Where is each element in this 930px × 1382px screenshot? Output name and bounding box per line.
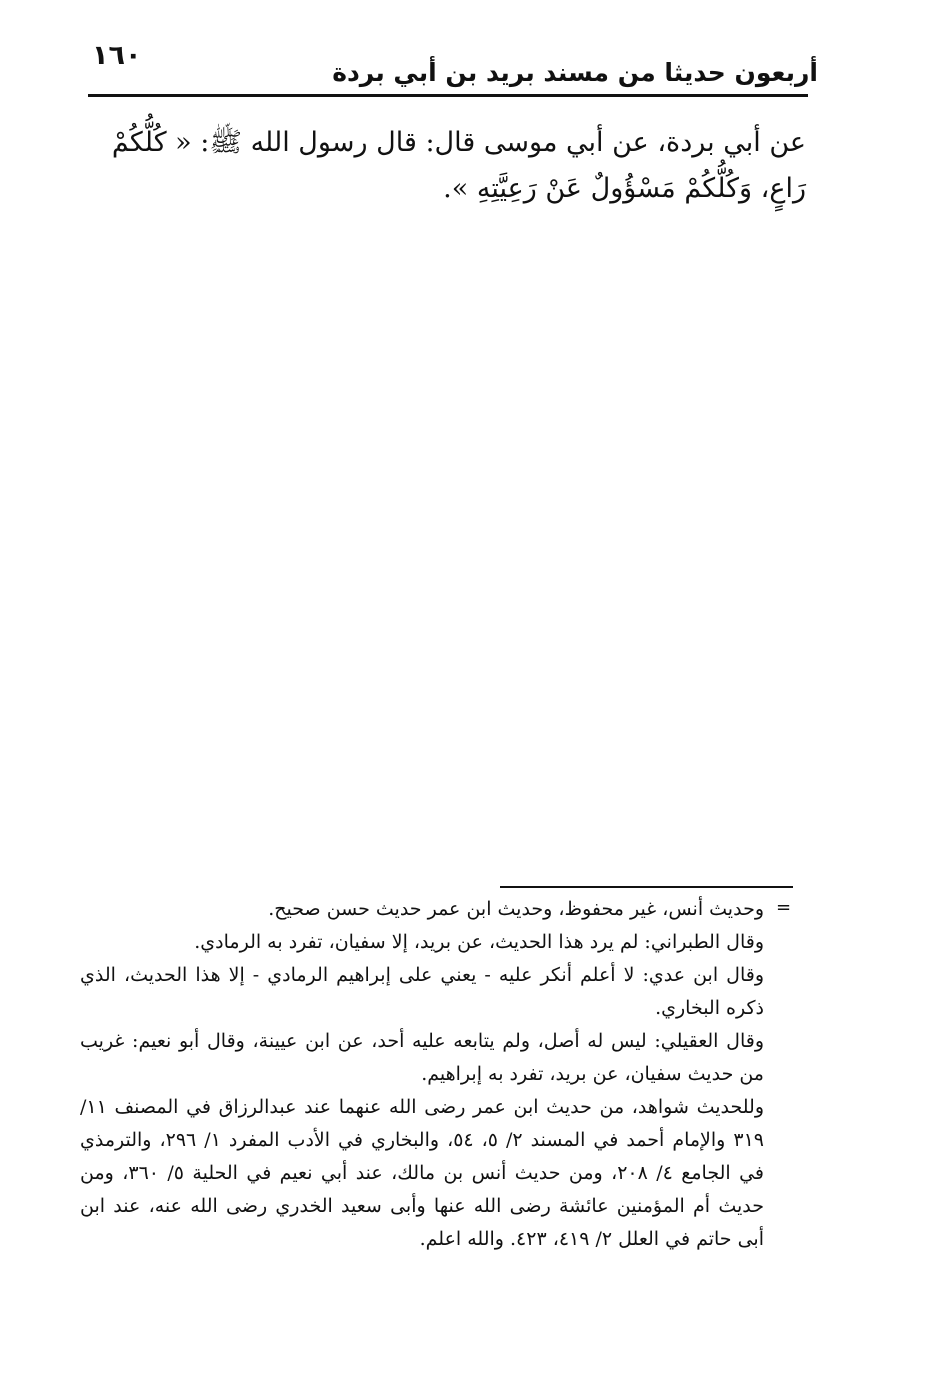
hadith-text: عن أبي بردة، عن أبي موسى قال: قال رسول الله ﷺ: « كُلُّكُمْ رَاعٍ، وَكُلُّكُمْ مَسْؤُولٌ عَنْ رَعِيَّتِهِ ». xyxy=(111,127,806,204)
footnote-paragraph: وقال العقيلي: ليس له أصل، ولم يتابعه عليه أحد، عن ابن عيينة، وقال أبو نعيم: غريب من حديث سفيان، عن بريد، تفرد به إبراهيم. xyxy=(80,1030,764,1085)
page-number: ١٦٠ xyxy=(92,40,142,71)
footnote-paragraph: وقال ابن عدي: لا أعلم أنكر عليه - يعني على إبراهيم الرمادي - إلا هذا الحديث، الذي ذكره البخاري. xyxy=(80,964,764,1019)
running-header-title: أربعون حديثا من مسند بريد بن أبي بردة xyxy=(332,58,818,87)
header-rule xyxy=(88,94,808,97)
footnote-separator xyxy=(500,886,793,888)
footnote-paragraph: وحديث أنس، غير محفوظ، وحديث ابن عمر حديث حسن صحيح. xyxy=(268,898,764,920)
footnote-continuation-mark: = xyxy=(776,897,792,918)
footnote-paragraph: وللحديث شواهد، من حديث ابن عمر رضى الله عنهما عند عبدالرزاق في المصنف ١١/ ٣١٩ والإمام أحمد في المسند ٢/ ٥، ٥٤، والبخاري في الأدب المفرد ١/ ٢٩٦، والترمذي في الجامع ٤/ ٢٠٨، ومن حديث أنس بن مالك، عند أبي نعيم في الحلية ٥/ ٣٦٠، ومن حديث أم المؤمنين عائشة رضى الله عنها وأبى سعيد الخدري رضى الله عنه، عند ابن أبى حاتم في العلل ٢/ ٤١٩، ٤٢٣. والله اعلم. xyxy=(80,1096,764,1250)
footnote-paragraph: وقال الطبراني: لم يرد هذا الحديث، عن بريد، إلا سفيان، تفرد به الرمادي. xyxy=(194,931,764,953)
footnotes xyxy=(80,893,764,1256)
